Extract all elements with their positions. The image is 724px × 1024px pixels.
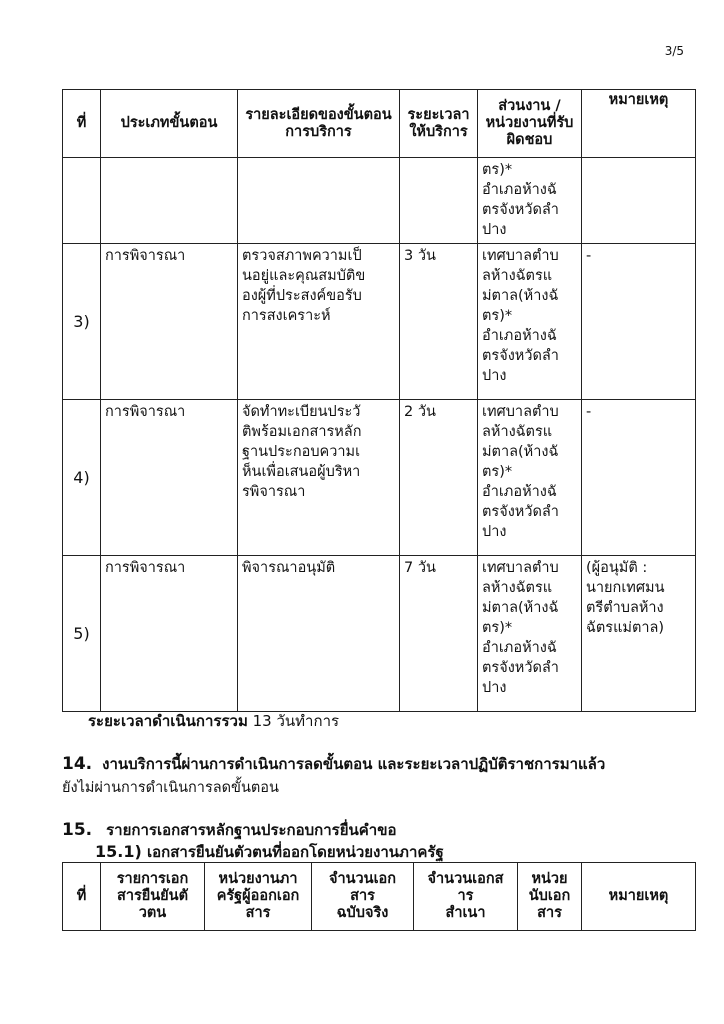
cell-empty xyxy=(238,158,400,244)
doc-header-remark: หมายเหตุ xyxy=(582,863,696,931)
table-header-row xyxy=(63,863,696,931)
doc-header-original-count: จำนวนเอก สาร ฉบับจริง xyxy=(312,863,414,931)
cell-remark: - xyxy=(582,400,696,556)
header-no: ที่ xyxy=(63,90,101,158)
section-15-title: รายการเอกสารหลักฐานประกอบการยื่นคำขอ xyxy=(106,821,397,839)
doc-header-issuing-agency: หน่วยงานภา ครัฐผู้ออกเอก สาร xyxy=(205,863,312,931)
service-steps-table xyxy=(62,89,696,712)
cell-remark: - xyxy=(582,244,696,400)
section-15-1-heading xyxy=(95,840,444,864)
cell-empty xyxy=(101,158,238,244)
cell-type: การพิจารณา xyxy=(101,400,238,556)
total-duration xyxy=(88,709,339,733)
cell-duration: 7 วัน xyxy=(400,556,478,712)
header-detail: รายละเอียดของขั้นตอนการบริการ xyxy=(238,90,400,158)
section-15-1-number: 15.1) xyxy=(95,842,142,861)
cell-no: 4) xyxy=(63,400,101,556)
cell-no: 3) xyxy=(63,244,101,400)
cell-unit: เทศบาลตำบ ลห้างฉัตรแ ม่ตาล(ห้างฉั ตร)* อำเภอห้างฉั ตรจังหวัดลำ ปาง xyxy=(478,556,582,712)
cell-unit: ตร)* อำเภอห้างฉั ตรจังหวัดลำ ปาง xyxy=(478,158,582,244)
section-15-heading xyxy=(62,818,397,842)
table-header-row xyxy=(63,90,696,158)
cell-unit: เทศบาลตำบ ลห้างฉัตรแ ม่ตาล(ห้างฉั ตร)* อำเภอห้างฉั ตรจังหวัดลำ ปาง xyxy=(478,244,582,400)
table-row xyxy=(63,244,696,400)
table-row xyxy=(63,400,696,556)
page-number: 3/5 xyxy=(664,44,684,58)
header-duration: ระยะเวลาให้บริการ xyxy=(400,90,478,158)
total-duration-value: 13 วันทำการ xyxy=(252,712,340,730)
header-remark: หมายเหตุ xyxy=(582,90,696,158)
section-15-number: 15. xyxy=(62,820,93,840)
cell-duration: 2 วัน xyxy=(400,400,478,556)
cell-type: การพิจารณา xyxy=(101,244,238,400)
header-type: ประเภทขั้นตอน xyxy=(101,90,238,158)
doc-header-copy-count: จำนวนเอกส าร สำเนา xyxy=(414,863,518,931)
table-row xyxy=(63,556,696,712)
doc-header-no: ที่ xyxy=(63,863,101,931)
cell-empty xyxy=(63,158,101,244)
documents-table xyxy=(62,862,696,931)
section-14-title: งานบริการนี้ผ่านการดำเนินการลดขั้นตอน และระยะเวลาปฏิบัติราชการมาแล้ว xyxy=(102,755,606,773)
section-14-number: 14. xyxy=(62,754,93,774)
cell-remark: (ผู้อนุมัติ : นายกเทศมน ตรีตำบลห้าง ฉัตรแม่ตาล) xyxy=(582,556,696,712)
section-14-status: ยังไม่ผ่านการดำเนินการลดขั้นตอน xyxy=(62,780,279,796)
cell-duration: 3 วัน xyxy=(400,244,478,400)
cell-detail: จัดทำทะเบียนประวั ติพร้อมเอกสารหลัก ฐานประกอบความเ ห็นเพื่อเสนอผู้บริหา รพิจารณา xyxy=(238,400,400,556)
doc-header-document-list: รายการเอก สารยืนยันตั วตน xyxy=(101,863,205,931)
total-duration-label: ระยะเวลาดำเนินการรวม xyxy=(88,712,248,730)
cell-empty xyxy=(400,158,478,244)
doc-header-unit: หน่วย นับเอก สาร xyxy=(518,863,582,931)
section-15-1-title: เอกสารยืนยันตัวตนที่ออกโดยหน่วยงานภาครัฐ xyxy=(147,843,444,861)
cell-detail: พิจารณาอนุมัติ xyxy=(238,556,400,712)
cell-type: การพิจารณา xyxy=(101,556,238,712)
header-unit: ส่วนงาน / หน่วยงานที่รับผิดชอบ xyxy=(478,90,582,158)
cell-empty xyxy=(582,158,696,244)
cell-no: 5) xyxy=(63,556,101,712)
cell-detail: ตรวจสภาพความเป็ นอยู่และคุณสมบัติข องผู้ที่ประสงค์ขอรับ การสงเคราะห์ xyxy=(238,244,400,400)
cell-unit: เทศบาลตำบ ลห้างฉัตรแ ม่ตาล(ห้างฉั ตร)* อำเภอห้างฉั ตรจังหวัดลำ ปาง xyxy=(478,400,582,556)
section-14-heading xyxy=(62,752,605,776)
table-row-continuation xyxy=(63,158,696,244)
